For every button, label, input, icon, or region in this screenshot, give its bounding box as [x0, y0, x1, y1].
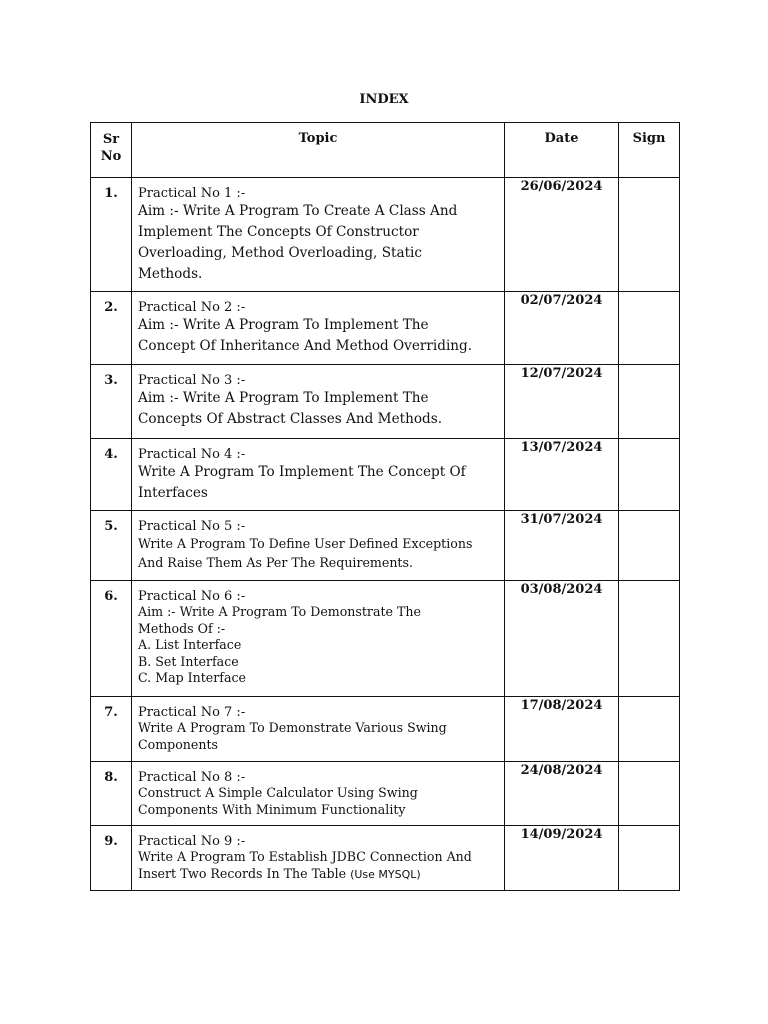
date-cell: 17/08/2024 [505, 697, 619, 762]
date-cell: 13/07/2024 [505, 439, 619, 511]
table-row [91, 581, 680, 697]
date-cell: 26/06/2024 [505, 178, 619, 292]
sr-no-cell: 6. [91, 581, 132, 697]
topic-line: Concept Of Inheritance And Method Overriding. [138, 338, 473, 354]
table-row [91, 365, 680, 439]
topic-line: Aim :- Write A Program To Demonstrate The [138, 604, 421, 619]
date-header: Date [505, 123, 619, 178]
practical-title: Practical No 8 :- [138, 770, 246, 785]
topic-cell [132, 292, 505, 365]
sr-no-cell: 1. [91, 178, 132, 292]
date-cell: 24/08/2024 [505, 762, 619, 826]
sign-header: Sign [619, 123, 680, 178]
header-row [91, 123, 680, 178]
sr-no-cell: 5. [91, 511, 132, 581]
table-row [91, 697, 680, 762]
sr-no-cell: 7. [91, 697, 132, 762]
topic-header: Topic [132, 123, 505, 178]
date-cell: 31/07/2024 [505, 511, 619, 581]
topic-line: Concepts Of Abstract Classes And Methods. [138, 411, 443, 427]
topic-cell [132, 511, 505, 581]
date-cell: 03/08/2024 [505, 581, 619, 697]
page-title: INDEX [359, 92, 409, 107]
topic-line: Interfaces [138, 485, 208, 501]
topic-line: Methods Of :- [138, 620, 226, 636]
topic-cell [132, 826, 505, 891]
index-table [90, 122, 680, 891]
topic-line: Overloading, Method Overloading, Static [138, 245, 422, 261]
topic-line-text: Insert Two Records In The Table [138, 865, 347, 881]
table-row [91, 439, 680, 511]
sign-cell [619, 439, 680, 511]
topic-cell [132, 762, 505, 826]
table-row [91, 826, 680, 891]
table-row [91, 292, 680, 365]
topic-line: Aim :- Write A Program To Implement The [138, 390, 429, 406]
mysql-note: (Use MYSQL) [350, 867, 421, 881]
topic-line: Write A Program To Demonstrate Various Swing [138, 720, 447, 735]
practical-title: Practical No 7 :- [138, 705, 246, 720]
sign-cell [619, 826, 680, 891]
topic-line: Methods. [138, 266, 203, 282]
topic-line: Components [138, 736, 219, 752]
table-row [91, 511, 680, 581]
topic-line: Aim :- Write A Program To Implement The [138, 317, 429, 333]
table-row [91, 178, 680, 292]
topic-cell [132, 581, 505, 697]
topic-line: Implement The Concepts Of Constructor [138, 224, 419, 240]
practical-title: Practical No 1 :- [138, 186, 246, 201]
topic-line: Write A Program To Establish JDBC Connection And [138, 849, 472, 864]
practical-title: Practical No 4 :- [138, 447, 246, 462]
topic-line: Write A Program To Define User Defined Exceptions [138, 536, 473, 551]
topic-cell [132, 439, 505, 511]
topic-cell [132, 365, 505, 439]
sign-cell [619, 697, 680, 762]
sr-no-cell: 2. [91, 292, 132, 365]
topic-line: Write A Program To Implement The Concept Of [138, 464, 466, 480]
sr-no-cell: 9. [91, 826, 132, 891]
topic-line: C. Map Interface [138, 670, 246, 685]
sign-cell [619, 292, 680, 365]
sr-no-cell: 4. [91, 439, 132, 511]
practical-title: Practical No 3 :- [138, 373, 246, 388]
topic-line: Aim :- Write A Program To Create A Class And [138, 203, 458, 219]
table-row [91, 762, 680, 826]
topic-cell [132, 697, 505, 762]
topic-line: Components With Minimum Functionality [138, 801, 406, 817]
practical-title: Practical No 6 :- [138, 589, 246, 604]
sign-cell [619, 365, 680, 439]
topic-line: B. Set Interface [138, 653, 239, 669]
date-cell: 14/09/2024 [505, 826, 619, 891]
date-cell: 12/07/2024 [505, 365, 619, 439]
sr-no-header: Sr No [91, 123, 132, 178]
topic-line: Construct A Simple Calculator Using Swing [138, 785, 418, 800]
practical-title: Practical No 9 :- [138, 834, 246, 849]
practical-title: Practical No 5 :- [138, 519, 246, 534]
sign-cell [619, 178, 680, 292]
topic-line: And Raise Them As Per The Requirements. [138, 555, 413, 570]
sr-no-cell: 3. [91, 365, 132, 439]
sign-cell [619, 511, 680, 581]
sr-no-cell: 8. [91, 762, 132, 826]
date-cell: 02/07/2024 [505, 292, 619, 365]
topic-cell [132, 178, 505, 292]
sign-cell [619, 581, 680, 697]
sign-cell [619, 762, 680, 826]
topic-line [138, 866, 498, 884]
topic-line: A. List Interface [138, 637, 242, 652]
practical-title: Practical No 2 :- [138, 300, 246, 315]
